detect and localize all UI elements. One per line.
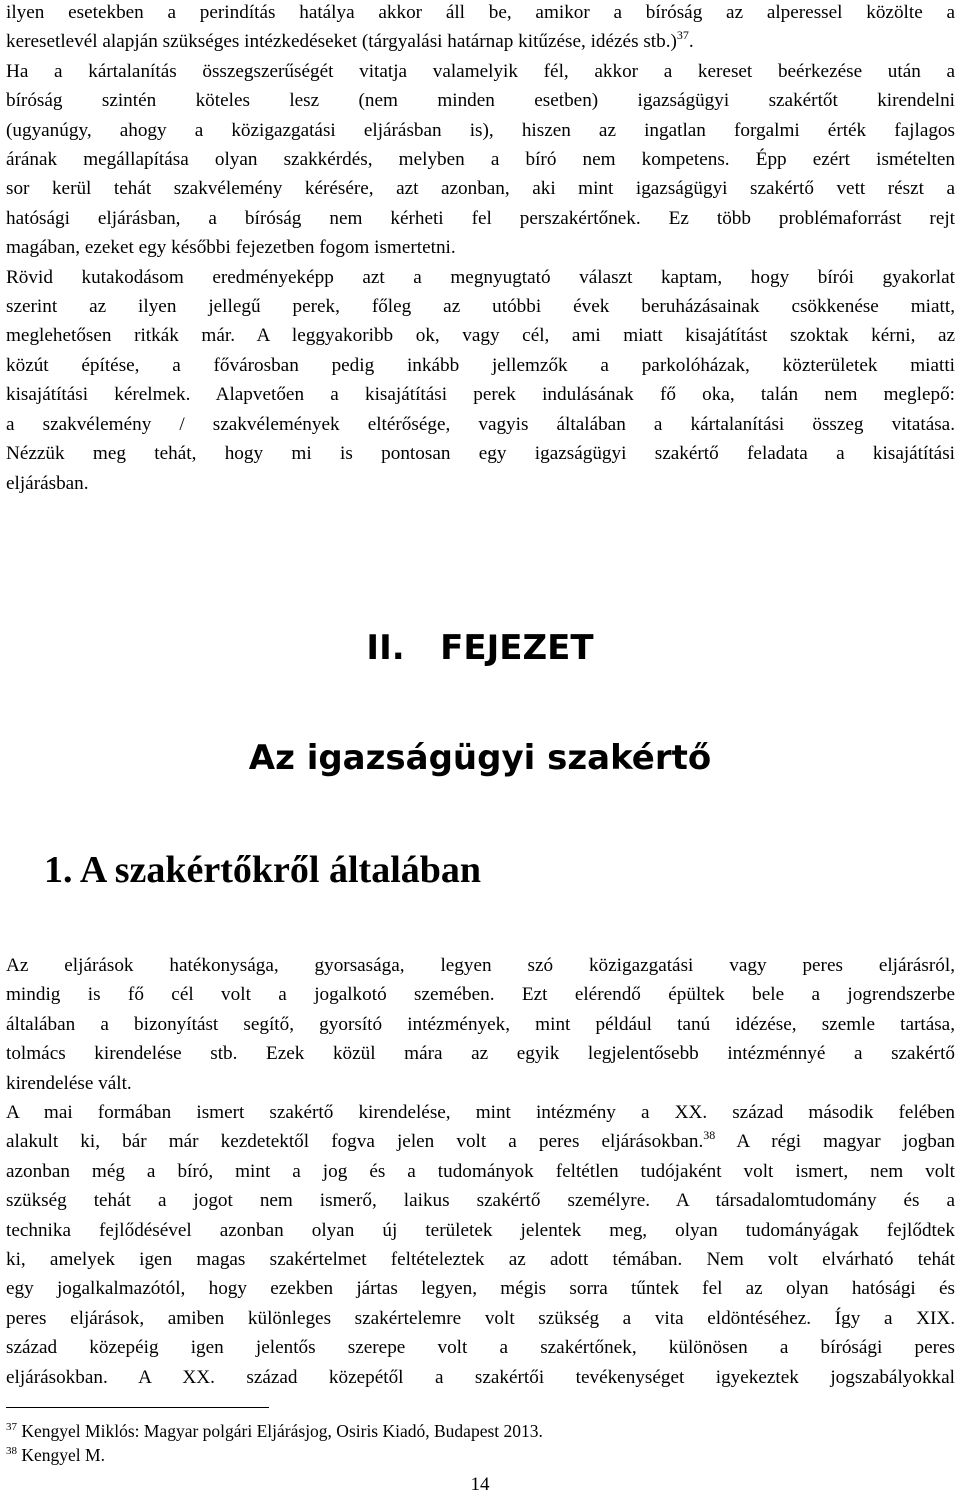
text-line: Az eljárások hatékonysága, gyorsasága, legyen szó közigazgatási vagy peres eljárásról, [6, 955, 955, 976]
text-line: technika fejlődésével azonban olyan új területek jelentek meg, olyan tudományágak fejlődtek [6, 1219, 955, 1241]
text-line: azonban még a bíró, mint a jog és a tudományok feltétlen tudójaként volt ismert, nem volt [6, 1160, 955, 1182]
footnote-ref-37[interactable]: 37 [676, 28, 689, 43]
text-line: (ugyanúgy, ahogy a közigazgatási eljárásban is), hiszen az ingatlan forgalmi érték fajlagos [6, 119, 955, 141]
footnote-38 [6, 1443, 105, 1467]
footnote-text: Kengyel Miklós: Magyar polgári Eljárásjog, Osiris Kiadó, Budapest 2013. [17, 1421, 543, 1441]
text-line: ki, amelyek igen magas szakértelmet feltételeztek az adott témában. Nem volt elvárható tehát [6, 1249, 955, 1271]
text-line: eljárásokban. A XX. század közepétől a szakértői tevékenységet igyekeztek jogszabályokkal [6, 1366, 955, 1388]
body-text-bottom [6, 951, 955, 1392]
footnote-number: 37 [6, 1421, 17, 1433]
text-line: Ha a kártalanítás összegszerűségét vitatja valamelyik fél, akkor a kereset beérkezése után a [6, 60, 955, 82]
text-line: tolmács kirendelése stb. Ezek közül mára az egyik legjelentősebb intézménnyé a szakértő [6, 1043, 955, 1065]
text-line: eljárásban. [6, 472, 89, 494]
footnote-ref-38[interactable]: 38 [703, 1128, 716, 1143]
text-line: közút építése, a fővárosban pedig inkább jellemzők a parkolóházak, közterületek miatti [6, 354, 955, 376]
section-heading: 1. A szakértőkről általában [44, 849, 482, 891]
text-line: magában, ezeket egy későbbi fejezetben fogom ismertetni. [6, 237, 456, 259]
text-line: ilyen esetekben a perindítás hatálya akkor áll be, amikor a bíróság az alperessel közölte a [6, 2, 955, 23]
chapter-title: Az igazságügyi szakértő [248, 738, 712, 778]
text-line: egy jogalkalmazótól, hogy ezekben jártas legyen, mégis sorra tűntek fel az olyan hatósági és [6, 1278, 955, 1300]
text-line: a szakvélemény / szakvélemények eltérősége, vagyis általában a kártalanítási összeg vitatása. [6, 413, 955, 435]
footnote-divider [6, 1407, 269, 1408]
text-line: általában a bizonyítást segítő, gyorsító intézmények, mint például tanú idézése, szemle tartása, [6, 1013, 955, 1035]
text-line: peres eljárások, amiben különleges szakértelemre volt szükség a vita eldöntéséhez. Így a XIX. [6, 1307, 955, 1329]
text-line: hatósági eljárásban, a bíróság nem kérheti fel perszakértőnek. Ez több problémaforrást rejt [6, 207, 955, 229]
text-line: alakult ki, bár már kezdetektől fogva jelen volt a peres eljárásokban.$^{38}$ A régi magyar jogban [6, 1128, 955, 1153]
text-line: bíróság szintén köteles lesz (nem minden esetben) igazságügyi szakértőt kirendelni [6, 90, 955, 112]
page-number: 14 [470, 1474, 490, 1495]
text-line: árának megállapítása olyan szakkérdés, melyben a bíró nem kompetens. Épp ezért ismételten [6, 149, 955, 171]
footnote-number: 38 [6, 1445, 17, 1457]
text-line: Nézzük meg tehát, hogy mi is pontosan egy igazságügyi szakértő feladata a kisajátítási [6, 443, 955, 465]
text-line: kisajátítási kérelmek. Alapvetően a kisajátítási perek indulásának fő oka, talán nem meglepő: [6, 384, 955, 406]
footnote-37 [6, 1419, 543, 1443]
body-text-top [6, 0, 955, 498]
footnote-text: Kengyel M. [17, 1445, 105, 1465]
text-line: század közepéig igen jelentős szerepe volt a szakértőnek, különösen a bírósági peres [6, 1337, 955, 1359]
text-line: szükség tehát a jogot nem ismerő, laikus szakértő személyre. A társadalomtudomány és a [6, 1190, 955, 1212]
text-line: keresetlevél alapján szükséges intézkedéseket (tárgyalási határnap kitűzése, idézés stb.)$^{37}$. [6, 28, 694, 53]
text-line: szerint az ilyen jellegű perek, főleg az utóbbi évek beruházásainak csökkenése miatt, [6, 296, 955, 318]
text-line: meglehetősen ritkák már. A leggyakoribb ok, vagy cél, ami miatt kisajátítást szoktak kérni, az [6, 325, 955, 347]
text-line: Rövid kutakodásom eredményeképp azt a megnyugtató választ kaptam, hogy bírói gyakorlat [6, 266, 955, 288]
text-line: kirendelése vált. [6, 1072, 132, 1094]
text-line: A mai formában ismert szakértő kirendelése, mint intézmény a XX. század második felében [6, 1102, 955, 1124]
text-line: sor kerül tehát szakvélemény kérésére, azt azonban, aki mint igazságügyi szakértő vett részt a [6, 178, 955, 200]
text-line: mindig is fő cél volt a jogalkotó szemében. Ezt elérendő épültek bele a jogrendszerbe [6, 984, 955, 1006]
chapter-number: II. FEJEZET [366, 628, 594, 668]
